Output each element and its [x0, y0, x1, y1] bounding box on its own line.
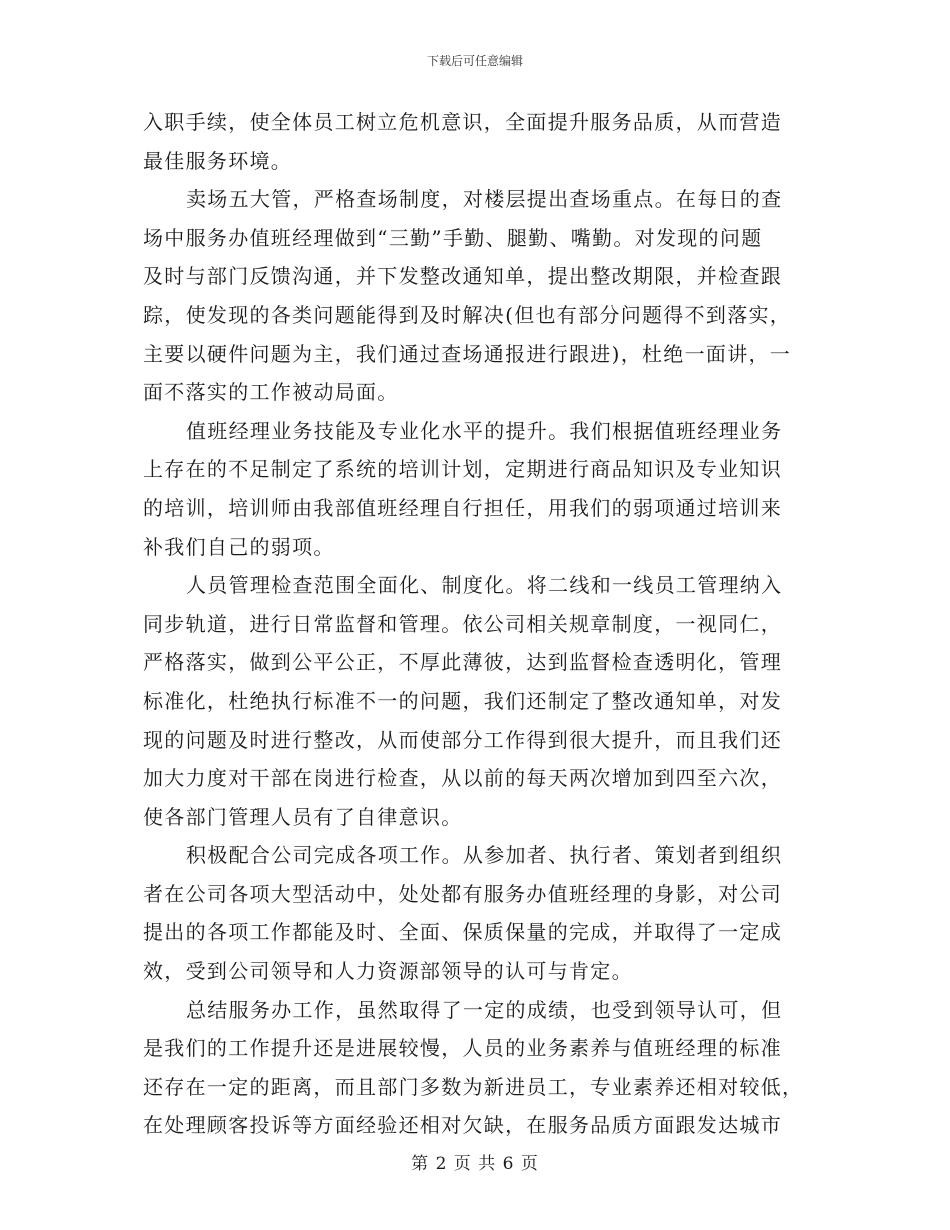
paragraph-first-line: 值班经理业务技能及专业化水平的提升。我们根据值班经理业务 [186, 418, 783, 443]
text-line: 效，受到公司领导和人力资源部领导的认可与肯定。 [143, 959, 633, 984]
text-line: 者在公司各项大型活动中，处处都有服务办值班经理的身影，对公司 [143, 881, 782, 906]
text-line: 还存在一定的距离，而且部门多数为新进员工，专业素养还相对较低， [143, 1074, 804, 1099]
paragraph-first-line: 总结服务办工作，虽然取得了一定的成绩，也受到领导认可，但 [186, 997, 783, 1022]
text-line: 使各部门管理人员有了自律意识。 [143, 804, 463, 829]
text-line: 场中服务办值班经理做到“三勤”手勤、腿勤、嘴勤。对发现的问题 [143, 225, 763, 250]
paragraph-first-line: 人员管理检查范围全面化、制度化。将二线和一线员工管理纳入 [186, 573, 783, 598]
text-line: 同步轨道，进行日常监督和管理。依公司相关规章制度，一视同仁， [143, 611, 782, 636]
text-line: 补我们自己的弱项。 [143, 534, 335, 559]
text-line: 入职手续，使全体员工树立危机意识，全面提升服务品质，从而营造 [143, 110, 782, 134]
page-header: 下载后可任意编辑 [426, 54, 523, 68]
text-line: 上存在的不足制定了系统的培训计划，定期进行商品知识及专业知识 [143, 457, 782, 482]
text-line: 的培训，培训师由我部值班经理自行担任，用我们的弱项通过培训来 [143, 495, 782, 520]
text-line: 踪，使发现的各类问题能得到及时解决(但也有部分问题得不到落实， [143, 302, 792, 327]
text-line: 主要以硬件问题为主，我们通过查场通报进行跟进)，杜绝一面讲，一 [143, 341, 792, 366]
document-body [143, 103, 803, 1145]
text-line: 严格落实，做到公平公正，不厚此薄彼，达到监督检查透明化，管理 [143, 650, 782, 675]
paragraph-first-line: 卖场五大管，严格查场制度，对楼层提出查场重点。在每日的查 [186, 187, 783, 212]
text-line: 最佳服务环境。 [143, 148, 293, 173]
paragraph-first-line: 积极配合公司完成各项工作。从参加者、执行者、策划者到组织 [186, 843, 783, 868]
text-line: 加大力度对干部在岗进行检查，从以前的每天两次增加到四至六次， [143, 766, 782, 791]
text-line: 标准化，杜绝执行标准不一的问题，我们还制定了整改通知单，对发 [143, 688, 782, 713]
text-line: 面不落实的工作被动局面。 [143, 380, 399, 405]
text-line: 提出的各项工作都能及时、全面、保质保量的完成，并取得了一定成 [143, 920, 782, 945]
text-line: 是我们的工作提升还是进展较慢，人员的业务素养与值班经理的标准 [143, 1036, 782, 1061]
text-line: 及时与部门反馈沟通，并下发整改通知单，提出整改期限，并检查跟 [143, 264, 782, 289]
page-number: 第 2 页 共 6 页 [411, 1154, 539, 1174]
text-line: 在处理顾客投诉等方面经验还相对欠缺，在服务品质方面跟发达城市 [143, 1113, 782, 1138]
text-line: 现的问题及时进行整改，从而使部分工作得到很大提升，而且我们还 [143, 727, 782, 752]
